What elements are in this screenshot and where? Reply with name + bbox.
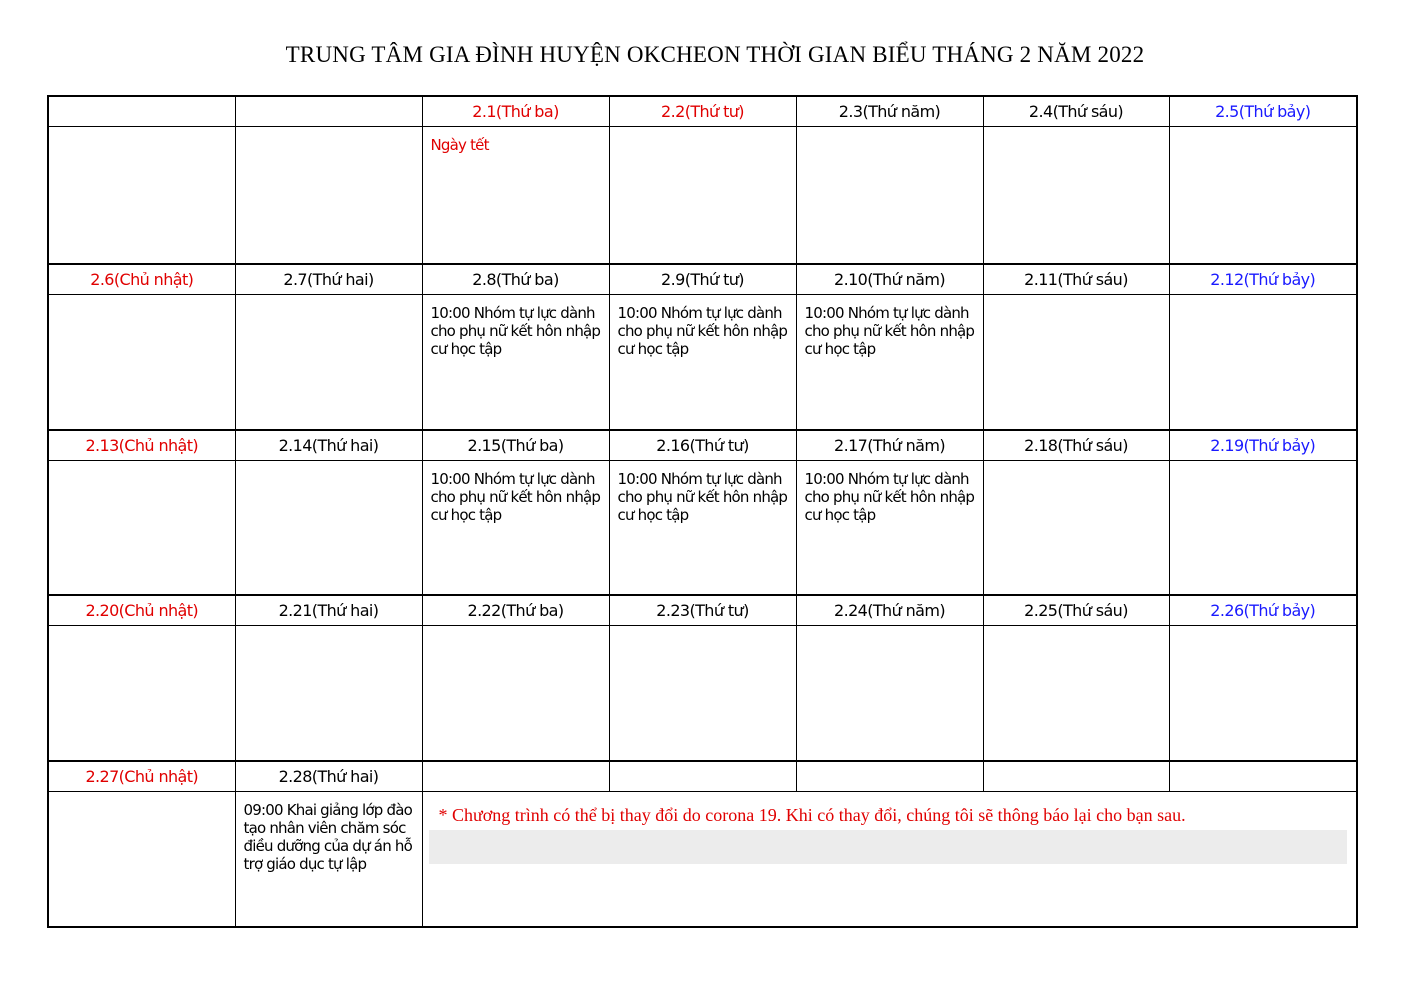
day-cell xyxy=(609,626,796,762)
day-header xyxy=(48,96,235,127)
page-title: TRUNG TÂM GIA ĐÌNH HUYỆN OKCHEON THỜI GIAN BIỂU THÁNG 2 NĂM 2022 xyxy=(285,42,1145,67)
day-header xyxy=(796,761,983,792)
day-cell xyxy=(235,295,422,431)
day-header-2-11: 2.11(Thứ sáu) xyxy=(983,264,1169,295)
day-header-2-12: 2.12(Thứ bảy) xyxy=(1169,264,1357,295)
day-header-2-8: 2.8(Thứ ba) xyxy=(422,264,609,295)
day-cell xyxy=(48,461,235,596)
week-3-body xyxy=(48,461,1357,596)
day-header-2-19: 2.19(Thứ bảy) xyxy=(1169,430,1357,461)
day-header-2-25: 2.25(Thứ sáu) xyxy=(983,595,1169,626)
day-cell xyxy=(48,792,235,928)
day-cell xyxy=(1169,626,1357,762)
day-header-2-4: 2.4(Thứ sáu) xyxy=(983,96,1169,127)
day-header-2-10: 2.10(Thứ năm) xyxy=(796,264,983,295)
day-header xyxy=(422,761,609,792)
day-header-2-2: 2.2(Thứ tư) xyxy=(609,96,796,127)
day-header-2-7: 2.7(Thứ hai) xyxy=(235,264,422,295)
week-4-body xyxy=(48,626,1357,762)
day-header-2-17: 2.17(Thứ năm) xyxy=(796,430,983,461)
notice-bar xyxy=(429,830,1347,864)
day-header-2-27: 2.27(Chủ nhật) xyxy=(48,761,235,792)
event-2-16: 10:00 Nhóm tự lực dành cho phụ nữ kết hôn nhập cư học tập xyxy=(609,461,796,596)
week-3-header xyxy=(48,430,1357,461)
event-2-10: 10:00 Nhóm tự lực dành cho phụ nữ kết hôn nhập cư học tập xyxy=(796,295,983,431)
day-header xyxy=(1169,761,1357,792)
day-header-2-23: 2.23(Thứ tư) xyxy=(609,595,796,626)
event-2-17: 10:00 Nhóm tự lực dành cho phụ nữ kết hôn nhập cư học tập xyxy=(796,461,983,596)
day-header-2-3: 2.3(Thứ năm) xyxy=(796,96,983,127)
notice-text: * Chương trình có thể bị thay đổi do corona 19. Khi có thay đổi, chúng tôi sẽ thông báo lại cho bạn sau. xyxy=(438,805,1186,825)
day-cell xyxy=(983,127,1169,265)
day-header-2-1: 2.1(Thứ ba) xyxy=(422,96,609,127)
day-cell xyxy=(235,461,422,596)
event-2-28: 09:00 Khai giảng lớp đào tạo nhân viên chăm sóc điều dưỡng của dự án hỗ trợ giáo dục tự lập xyxy=(235,792,422,928)
day-cell xyxy=(796,626,983,762)
week-2-body xyxy=(48,295,1357,431)
event-2-9: 10:00 Nhóm tự lực dành cho phụ nữ kết hôn nhập cư học tập xyxy=(609,295,796,431)
week-4-header xyxy=(48,595,1357,626)
day-header-2-16: 2.16(Thứ tư) xyxy=(609,430,796,461)
day-header-2-20: 2.20(Chủ nhật) xyxy=(48,595,235,626)
week-1-header xyxy=(48,96,1357,127)
day-header-2-5: 2.5(Thứ bảy) xyxy=(1169,96,1357,127)
day-header-2-6: 2.6(Chủ nhật) xyxy=(48,264,235,295)
day-cell xyxy=(235,626,422,762)
day-cell xyxy=(422,626,609,762)
day-cell xyxy=(983,461,1169,596)
week-1-body xyxy=(48,127,1357,265)
calendar-table xyxy=(47,95,1358,928)
event-2-8: 10:00 Nhóm tự lực dành cho phụ nữ kết hôn nhập cư học tập xyxy=(422,295,609,431)
day-cell xyxy=(48,127,235,265)
day-header-2-26: 2.26(Thứ bảy) xyxy=(1169,595,1357,626)
day-cell xyxy=(48,626,235,762)
day-cell xyxy=(1169,295,1357,431)
day-header-2-14: 2.14(Thứ hai) xyxy=(235,430,422,461)
week-5-header xyxy=(48,761,1357,792)
day-cell xyxy=(1169,461,1357,596)
day-cell xyxy=(1169,127,1357,265)
day-cell xyxy=(983,626,1169,762)
day-cell xyxy=(48,295,235,431)
day-header-2-21: 2.21(Thứ hai) xyxy=(235,595,422,626)
day-header-2-9: 2.9(Thứ tư) xyxy=(609,264,796,295)
day-header-2-13: 2.13(Chủ nhật) xyxy=(48,430,235,461)
notice-cell xyxy=(422,792,1357,928)
day-header-2-24: 2.24(Thứ năm) xyxy=(796,595,983,626)
week-2-header xyxy=(48,264,1357,295)
week-5-body xyxy=(48,792,1357,928)
day-cell xyxy=(983,295,1169,431)
day-cell xyxy=(235,127,422,265)
event-2-15: 10:00 Nhóm tự lực dành cho phụ nữ kết hôn nhập cư học tập xyxy=(422,461,609,596)
day-header-2-28: 2.28(Thứ hai) xyxy=(235,761,422,792)
day-header xyxy=(983,761,1169,792)
day-cell xyxy=(609,127,796,265)
day-header xyxy=(609,761,796,792)
notice-box xyxy=(429,804,1347,864)
day-cell xyxy=(796,127,983,265)
event-2-1: Ngày tết xyxy=(422,127,609,265)
day-header-2-22: 2.22(Thứ ba) xyxy=(422,595,609,626)
day-header-2-15: 2.15(Thứ ba) xyxy=(422,430,609,461)
day-header xyxy=(235,96,422,127)
day-header-2-18: 2.18(Thứ sáu) xyxy=(983,430,1169,461)
